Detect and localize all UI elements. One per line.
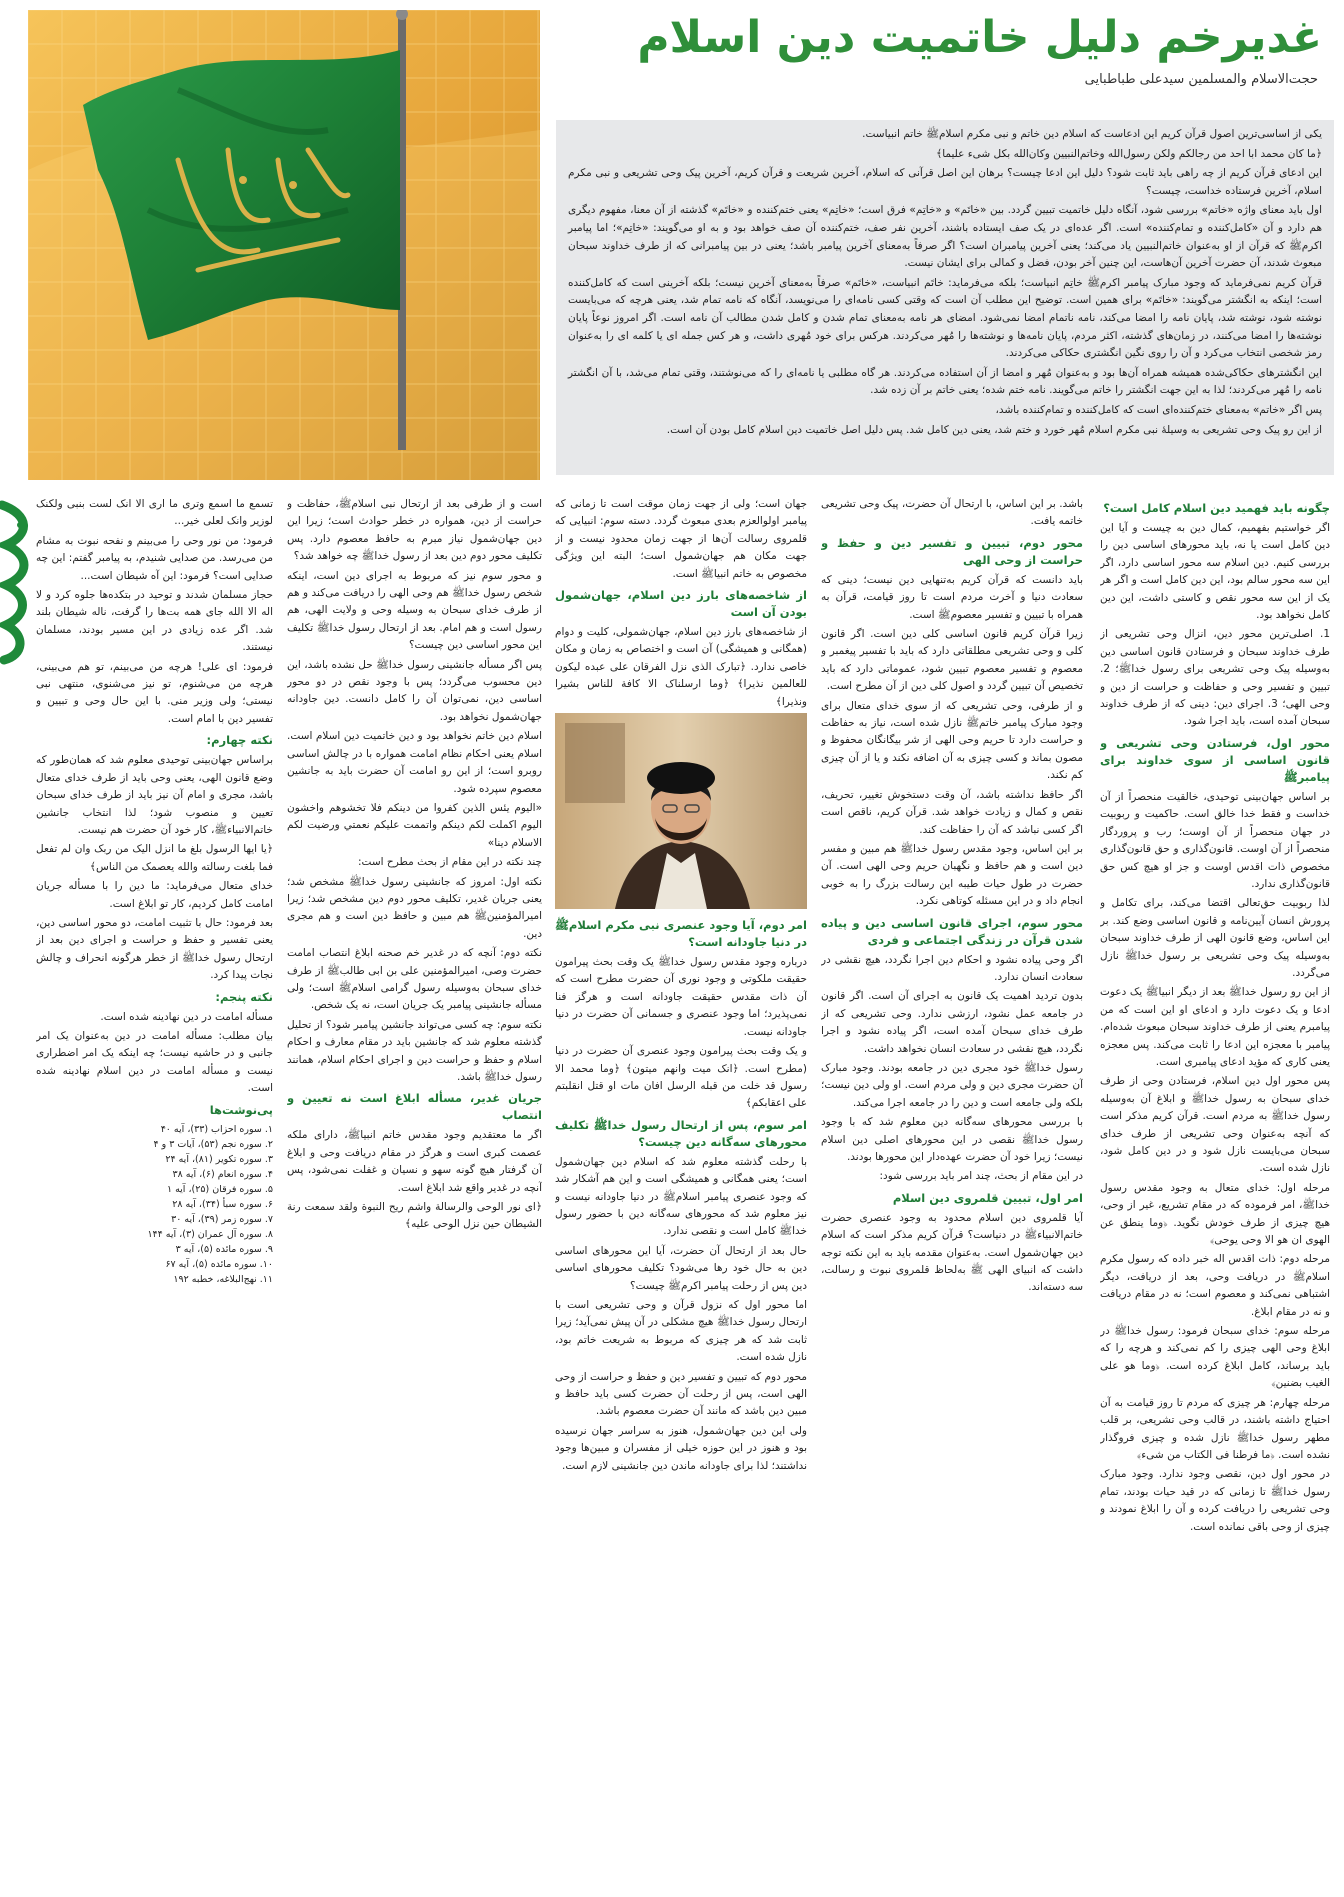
paragraph: اگر حافظ نداشته باشد، آن وقت دستخوش تغییر، تحریف، نقص و کمال و زیادت خواهد شد. قرآن کریم، ناقص است اگر کسی نباشد که آن را حفاظت کند. (821, 788, 1083, 836)
section-heading: جریان غدیر، مسأله ابلاغ است نه تعیین و انتصاب (287, 1091, 542, 1123)
article-column-4 (287, 496, 542, 1891)
paragraph: فرمود: من نور وحی را می‌بینم و نفحه نبوت به مشام من می‌رسد. من صدایی شنیدم، به پیامبر گفتم: این چه صدایی است؟ فرمود: این آه شیطان است... (36, 534, 273, 582)
paragraph: محور دوم که تبیین و تفسیر دین و حفظ و حراست از وحی الهی است، پس از رحلت آن حضرت کسی باید حافظ و مبین دین باشد که مانند آن حضرت معصوم باشد. (555, 1370, 807, 1418)
intro-paragraph: ﴿ما كان محمد ابا احد من رجالكم ولكن رسول‌الله وخاتم‌النبيين وكان‌الله بكل شیء عليما﴾ (936, 147, 1322, 160)
paragraph: براساس جهان‌بینی توحیدی معلوم شد که همان‌طور که وضع قانون الهی، یعنی وحی باید از طرف خدای متعال باشد، مجری و امام آن نیز باید از طرف خدای سبحان تعیین و منصوب شود؛ لذا انتخاب جانشین خاتم‌الانبیاءﷺ، کار خود آن حضرت هم نیست. (36, 754, 273, 836)
paragraph: حجاز مسلمان شدند و توحید در بتکده‌ها جلوه کرد و لا اله الا الله جای همه بت‌ها را گرفت، ناله شیطان بلند شد. اگر عده زیادی در این مسیر بودند، مسلمان نیستند. (36, 589, 273, 654)
quote: ﴿ای نور الوحی والرسالة واشم ریح النبوة ولقد سمعت رنة الشیطان حین نزل الوحی علیه﴾ (287, 1201, 542, 1231)
paragraph: پس اگر مسأله جانشینی رسول خداﷺ حل نشده باشد، این دین محسوب می‌گردد؛ پس با وجود نقص در دو محور اساسی دین، نمی‌توان آن را کامل دانست. دین جاودانه جهان‌شمول نخواهد بود. (287, 658, 542, 723)
paragraph: و محور سوم نیز که مربوط به اجرای دین است، اینکه شخص رسول خداﷺ هم وحی الهی را دریافت می‌کند و هم از طرف خدای سبحان به وسیله وحی و ولایت الهی، هم رسول است و هم امام. بعد از ارتحال رسول خداﷺ تکلیف این محور اساسی دین چیست؟ (287, 569, 542, 652)
reference-item: ۱۰. سوره مائده (۵)، آیه ۶۷ (165, 1258, 273, 1270)
paragraph: حال بعد از ارتحال آن حضرت، آیا این محورهای اساسی دین به حال خود رها می‌شود؟ تکلیف محورهای اساسی دین پس از رحلت پیامبر اکرمﷺ چیست؟ (555, 1244, 807, 1292)
paragraph: درباره وجود مقدس رسول خداﷺ یک وقت بحث پیرامون حقیقت ملکوتی و وجود نوری آن حضرت مطرح است که آن ذات مقدس حقیقت جاودانه است و هرگز فنا نمی‌پذیرد؛ اما وجود عنصری و جسمانی آن حضرت در دنیا جاودانه نیست. (555, 956, 807, 1038)
intro-paragraph: این انگشترهای حکاکی‌شده همیشه همراه آن‌ها بود و به‌عنوان مُهر و امضا از آن استفاده می‌کردند. هر گاه مطلبی یا نامه‌ای را که می‌نوشتند، وقتی تمام می‌شد، با آن انگشتر نامه را مُهر می‌کردند؛ لذا به این جهت انگشتر را خاتم می‌گویند. نامه ختم شده؛ یعنی خاتم بر آن زده شد. (568, 366, 1322, 397)
paragraph: بر اساس جهان‌بینی توحیدی، خالقیت منحصراً از آن خداست و فقط خدا خالق است. حاکمیت و ربوبیت در جهان منحصراً از آن اوست؛ رب و پروردگار منحصراً از آن اوست. قانون‌گذاری و حق قانون‌گذاری مخصوص ذات اقدس اوست و جز او هیچ کس حق قانون‌گذاری ندارد. (1100, 790, 1330, 890)
paragraph: باید دانست که قرآن کریم به‌تنهایی دین نیست؛ دینی که سعادت دنیا و آخرت مردم است تا روز قیامت، قرآن به همراه با تبیین و تفسیر معصومﷺ است. (821, 573, 1083, 621)
section-heading: از شاخصه‌های بارز دین اسلام، جهان‌شمول بودن آن است (555, 588, 807, 620)
intro-paragraph: یکی از اساسی‌ترین اصول قرآن کریم این ادعاست که اسلام دین خاتم و نبی مکرم اسلامﷺ خاتم انبیاست. (862, 128, 1322, 140)
paragraph: مرحله سوم: خدای سبحان فرمود: رسول خداﷺ در ابلاغ وحی الهی چیزی را کم نمی‌کند و هرچه را که باید برساند، کامل ابلاغ کرده است. ﴿وما هو على الغيب بضنين﴾ (1100, 1325, 1330, 1390)
paragraph: خدای متعال می‌فرماید: ما دین را با مسأله جریان امامت کامل کردیم، کار تو ابلاغ است. (36, 880, 273, 910)
author-portrait (555, 713, 807, 909)
paragraph: جهان است؛ ولی از جهت زمان موقت است تا زمانی که پیامبر اولوالعزم بعدی مبعوث گردد. دسته سوم: انبیایی که قلمروی رسالت آن‌ها از جهت زمان محدود نیست و از جهت مکان هم جهان‌شمول است؛ البته این ویژگی مخصوص به خاتم انبیاﷺ است. (555, 498, 807, 580)
reference-item: ۹. سوره مائده (۵)، آیه ۳ (175, 1243, 273, 1255)
ghadir-logo (0, 495, 34, 665)
paragraph: لذا ربوبیت حق‌تعالی اقتضا می‌کند، برای تکامل و پرورش انسان آیین‌نامه و قانون اساسی وضع کند. بر این اساس، وضع قانون الهی از طرف خداوند سبحان به‌وسیله پیک وحی تشریعی بر رسول خداﷺ نازل می‌گردد. (1100, 897, 1330, 979)
paragraph: اسلام دین خاتم نخواهد بود و دین خاتمیت دین اسلام است. اسلام یعنی احکام نظام امامت همواره با در چالش اساسی روبرو است؛ از این رو امامت آن حضرت باید به جانشین معصوم سپرده شود. (287, 730, 542, 795)
reference-item: ۴. سوره انعام (۶)، آیه ۳۸ (172, 1168, 273, 1180)
article-column-1 (1100, 496, 1330, 1891)
intro-paragraph: از این رو پیک وحی تشریعی به وسیلهٔ نبی مکرم اسلام مُهر خورد و ختم شد، یعنی دین کامل شد. پس دلیل اصل خاتمیت دین اسلام کامل بودن آن است. (666, 423, 1322, 436)
section-heading: محور اول، فرستادن وحی تشریعی و قانون اساسی از سوی خداوند برای پیامبرﷺ (1100, 735, 1330, 784)
paragraph: بیان مطلب: مسأله امامت در دین به‌عنوان یک امر جانبی و در حاشیه نیست؛ چه اینکه یک امر اضطراری نیست و مسأله امامت در دین اسلام نهادینه شده است. (36, 1029, 273, 1095)
paragraph: تسمع ما اسمع وتری ما اری الا انک لست بنبی ولکنک لوزیر وانک لعلی خیر... (36, 498, 273, 528)
paragraph: پس محور اول دین اسلام، فرستادن وحی از طرف خدای سبحان به رسول خداﷺ و ابلاغ آن به‌وسیله رسول خداﷺ به مردم است. قرآن کریم مذکر است که آنچه به‌عنوان وحی تشریعی از طرف خدای سبحان می‌بایست نازل شود و در دین کامل شود، نازل شده است. (1100, 1075, 1330, 1175)
reference-item: ۱. سوره احزاب (۳۳)، آیه ۴۰ (160, 1123, 273, 1135)
paragraph: نکته اول: امروز که جانشینی رسول خداﷺ مشخص شد؛ یعنی جریان غدیر، تکلیف محور دوم دین مشخص شد؛ زیرا امیرالمؤمنینﷺ هم مبین و حافظ دین است و هم مجری دین. (287, 875, 542, 940)
references-list (36, 1122, 273, 1287)
reference-item: ۵. سوره فرقان (۲۵)، آیه ۱ (166, 1183, 273, 1195)
paragraph: مرحله دوم: ذات اقدس اله خبر داده که رسول مکرم اسلامﷺ در دریافت وحی، بعد از دریافت، دیگر اشتباهی نمی‌کند و معصوم است؛ نه در مقام دریافت و نه در مقام ابلاغ. (1100, 1253, 1330, 1318)
paragraph: 1. اصلی‌ترین محور دین، انزال وحی تشریعی از طرف خداوند سبحان و فرستادن قانون اساسی دین به‌وسیله پیک وحی تشریعی برای رسول خداﷺ؛ 2. تبیین و تفسیر وحی و حفاظت و حراست از دین و وحی الهی؛ 3. اجرای دین: دینی که از طرف خداوند سبحان آمده است، باید اجرا شود. (1100, 628, 1330, 728)
paragraph: با رحلت گذشته معلوم شد که اسلام دین جهان‌شمول است؛ یعنی همگانی و همیشگی است و این هم آشکار شد که وجود عنصری پیامبر اسلامﷺ در دنیا جاودانه نیست و نیز معلوم شد که محورهای سه‌گانه دین با حضور رسول خداﷺ کامل است و نقصی ندارد. (555, 1155, 807, 1238)
paragraph: چند نکته در این مقام از بحث مطرح است: (358, 856, 542, 869)
paragraph: مرحله اول: خدای متعال به وجود مقدس رسول خداﷺ، امر فرموده که در مقام تشریع، غیر از وحی، هیچ چیزی از طرف خودش نگوید. ﴿وما ينطق عن الهوى ان هو الا وحى يوحى﴾ (1100, 1181, 1330, 1247)
flag-photo (28, 10, 540, 480)
section-heading: چگونه باید فهمید دین اسلام کامل است؟ (1103, 501, 1330, 515)
section-heading: نکته پنجم: (215, 989, 273, 1004)
references-title: پی‌نوشت‌ها (209, 1102, 273, 1117)
intro-paragraph: پس اگر «خاتم» به‌معنای ختم‌کننده‌ای است که کامل‌کننده و تمام‌کننده باشد، (995, 403, 1322, 416)
paragraph: باشد. بر این اساس، با ارتحال آن حضرت، پیک وحی تشریعی خاتمه یافت. (821, 498, 1083, 528)
section-heading: محور دوم، تبیین و تفسیر دین و حفظ و حراست از وحی الهی (821, 535, 1083, 567)
article-column-3 (555, 496, 807, 1891)
intro-box (556, 120, 1334, 475)
paragraph: بر این اساس، وجود مقدس رسول خداﷺ هم مبین و مفسر دین است و هم حافظ و نگهبان حریم وحی الهی است. آن حضرت در طول حیات طیبه این رسالت بزرگ را به خوبی انجام داد و در این مسئله کوتاهی نکرد. (821, 842, 1083, 908)
intro-paragraph: اول باید معنای واژه «خاتم» بررسی شود، آنگاه دلیل خاتمیت تبیین گردد. بین «خاتَم» و «خاتِم» فرق است؛ «خاتِم» یعنی ختم‌کننده و «خاتَم» گذشته از آن معنا، مفهوم دیگری هم دارد و آن «کامل‌کننده و تمام‌کننده» است. اگر عده‌ای در یک صف ایستاده باشند، آخرین نفر صف، ختم‌کننده آن صف خواهد بود و به او می‌گویند: «خاتِم»؛ اما پیامبر اکرمﷺ که قرآن از او به‌عنوان خاتم‌النبیین یاد می‌کند؛ یعنی آخرین پیامبران است؟ اگر صرفاً به‌معنای آخرین پیامبر باشد؛ یعنی در بین پیامبرانی که از طرف خداوند سبحان مبعوث شدند، آن حضرت آخرین آن‌هاست، این چنین آخر بودن، فضل و کمالی برای ایشان نیست. (568, 204, 1322, 270)
section-heading: امر سوم، پس از ارتحال رسول خداﷺ تکلیف محورهای سه‌گانه دین چیست؟ (555, 1117, 807, 1149)
paragraph: بدون تردید اهمیت یک قانون به اجرای آن است. اگر قانون در جامعه عمل نشود، ارزشی ندارد. وحی تشریعی که از طرف خدای سبحان آمده است، اگر پیاده نشود و اجرا نگردد، هیچ نقشی در سعادت انسان نخواهد داشت. (821, 990, 1083, 1055)
paragraph: اگر وحی پیاده نشود و احکام دین اجرا نگردد، هیچ نقشی در سعادت انسان ندارد. (821, 953, 1083, 983)
paragraph: نکته دوم: آنچه که در غدیر خم صحنه ابلاغ انتصاب امامت حضرت وصی، امیرالمؤمنین علی بن ابی طالبﷺ از طرف خدای سبحان به‌وسیله رسول گرامی اسلامﷺ است؛ ولی مسأله جانشینی پیامبر یک جریان است، نه یک شخص. (287, 947, 542, 1012)
paragraph: و یک وقت بحث پیرامون وجود عنصری آن حضرت در دنیا (مطرح است. ﴿انک میت وانهم میتون﴾ ﴿وما محمد الا رسول قد خلت من قبله الرسل افان مات او قتل انقلبتم علی اعقابکم﴾ (555, 1045, 807, 1110)
paragraph: مرحله چهارم: هر چیزی که مردم تا روز قیامت به آن احتیاج داشته باشند، در قالب وحی تشریعی، بر قلب مطهر رسول خداﷺ نازل شده و چیزی فروگذار نشده است. ﴿ما فرطنا فی الکتاب من شیء﴾ (1100, 1396, 1330, 1461)
paragraph: فرمود: ای علی! هرچه من می‌بینم، تو هم می‌بینی، هرچه من می‌شنوم، تو نیز می‌شنوی، منتهی نبی نیستی؛ ولی وزیر منی. با این حال وحی و تبیین و تفسیر دین با امام است. (36, 660, 273, 725)
quote: ﴿یا ایها الرسول بلغ ما انزل الیک من ربک وان لم تفعل فما بلغت رسالته والله یعصمک من الناس﴾ (36, 843, 273, 873)
paragraph: رسول خداﷺ خود مجری دین در جامعه بودند. وجود مبارک آن حضرت مجری دین و ولی مردم است. او ولی دین نیست؛ بلکه ولی جامعه است و دین را در جامعه اجرا می‌کند. (821, 1061, 1083, 1109)
paragraph: از شاخصه‌های بارز دین اسلام، جهان‌شمولی، کلیت و دوام (همگانی و همیشگی) آن است و اختصاص به زمان و مکان خاصی ندارد. ﴿تبارک الذی نزل الفرقان علی عبده لیکون للعالمین نذیرا﴾ ﴿وما ارسلناک الا کافة للناس بشیرا ونذیرا﴾ (555, 626, 807, 708)
section-heading: امر دوم، آیا وجود عنصری نبی مکرم اسلامﷺ در دنیا جاودانه است؟ (555, 918, 807, 950)
reference-item: ۳. سوره تکویر (۸۱)، آیه ۲۴ (165, 1153, 273, 1165)
article-column-2 (821, 496, 1083, 1891)
paragraph: آیا قلمروی دین اسلام محدود به وجود عنصری حضرت خاتم‌الانبیاءﷺ در دنیاست؟ قرآن کریم مذکر است که اسلام دین جهان‌شمول است. به‌عنوان مقدمه باید به این نکته توجه داشت که انبیای الهی ﷺ به‌لحاظ قلمروی نبوت و رسالت، سه دسته‌اند. (821, 1211, 1083, 1294)
paragraph: بعد فرمود: حال با تثبیت امامت، دو محور اساسی دین، یعنی تفسیر و حفظ و حراست و اجرای دین بعد از ارتحال رسول خداﷺ از خطر هرگونه انحراف و چالش نجات پیدا کرد. (36, 916, 273, 982)
paragraph: اگر خواستیم بفهمیم، کمال دین به چیست و آیا این دین کامل است یا نه، باید محورهای اساسی دین را بررسی کنیم. دین اسلام سه محور اساسی دارد، اگر این سه محور سالم بود، این دین کامل است و اگر هر یک از این سه محور نقص و کاستی داشت، این دین کامل نخواهد بود. (1100, 522, 1330, 622)
reference-item: ۱۱. نهج‌البلاغه، خطبه ۱۹۲ (173, 1273, 273, 1285)
section-heading: محور سوم، اجرای قانون اساسی دین و پیاده شدن قرآن در زندگی اجتماعی و فردی (821, 915, 1083, 947)
quote: «اليوم يئس الذين كفروا من دينكم فلا تخشوهم واخشون اليوم اكملت لكم دينكم واتممت عليكم نعمتي ورضيت لكم الاسلام دينا» (287, 801, 542, 849)
section-heading: امر اول، تبیین قلمروی دین اسلام (892, 1190, 1083, 1205)
article-column-5 (36, 496, 273, 1891)
paragraph: مسأله امامت در دین نهادینه شده است. (100, 1010, 273, 1023)
headline: غدیرخم دلیل خاتمیت دین اسلام (637, 12, 1322, 63)
section-heading: نکته چهارم: (206, 733, 273, 748)
reference-item: ۲. سوره نجم (۵۳)، آیات ۳ و ۴ (153, 1138, 273, 1150)
reference-item: ۸. سوره آل عمران (۳)، آیه ۱۴۴ (147, 1228, 273, 1240)
byline: حجت‌الاسلام والمسلمین سیدعلی طباطبایی (1084, 72, 1318, 87)
paragraph: نکته سوم: چه کسی می‌تواند جانشین پیامبر شود؟ از تحلیل گذشته معلوم شد که جانشین باید در مقام معارف و احکام اسلام و حفظ و حراست دین و اجرای احکام اسلام، همانند رسول خداﷺ باشد. (287, 1018, 542, 1083)
reference-item: ۶. سوره سبأ (۳۴)، آیه ۲۸ (172, 1198, 273, 1210)
paragraph: اگر ما معتقدیم وجود مقدس خاتم انبیاﷺ، دارای ملکه عصمت کبری است و هرگز در مقام دریافت وحی و ابلاغ آن گرفتار هیچ گونه سهو و نسیان و غفلت نمی‌شود، پس آنچه در غدیر واقع شد ابلاغ است. (287, 1129, 542, 1194)
paragraph: در محور اول دین، نقصی وجود ندارد. وجود مبارک رسول خداﷺ تا زمانی که در قید حیات بودند، تمام وحی تشریعی را دریافت کرده و آن را ابلاغ نمودند و چیزی از وحی باقی نمانده است. (1100, 1468, 1330, 1533)
paragraph: و از طرفی، وحی تشریعی که از سوی خدای متعال برای وجود مبارک پیامبر خاتمﷺ نازل شده است، نیاز به حفاظت و حراست دارد تا حریم وحی الهی از شر بیگانگان محفوظ و مصون بماند و کسی چیزی به آن اضافه نکند و یا از آن چیزی کم نکند. (821, 699, 1083, 782)
paragraph: اما محور اول که نزول قرآن و وحی تشریعی است با ارتحال رسول خداﷺ هیچ مشکلی در آن پیش نمی‌آید؛ زیرا ثابت شد که هر چیزی که مربوط به شریعت خاتم بود، نازل شده است. (555, 1298, 807, 1364)
reference-item: ۷. سوره زمر (۳۹)، آیه ۳۰ (171, 1213, 273, 1225)
intro-paragraph: این ادعای قرآن کریم از چه راهی باید ثابت شود؟ دلیل این ادعا چیست؟ برهان این اصل قرآنی که اسلام، آخرین شریعت و قرآن کریم، آخرین پیک وحی تشریعی و نبی مکرم اسلام، آخرین فرستاده خداست، چیست؟ (568, 167, 1322, 197)
intro-paragraph: قرآن کریم نمی‌فرماید که وجود مبارک پیامبر اکرمﷺ خاتِم انبیاست؛ بلکه می‌فرماید: خاتَم انبیاست، «خاتَم» صرفاً به‌معنای آخرین نیست؛ بلکه آخرینی است که کامل‌کننده است؛ اینکه به انگشتر می‌گویند: «خاتَم» برای همین است. توضیح این مطلب آن است که وقتی کسی نامه‌ای را می‌نویسد، آنگاه که نامه تمام شد، یعنی هرچه که می‌بایست نوشته شود، نوشته شد، پایان نامه را امضا می‌کند، نامه ناتمام امضا نمی‌شود. امضای هر نامه به‌معنای تمام شدن و کامل شدن مطالب آن نامه است. اگر امروز نوعاً پایان نوشته‌ها را امضا می‌کنند، در زمان‌های گذشته، اکثر مردم، پایان نامه‌ها و نوشته‌ها را مُهر می‌کردند. هرکس برای خود مُهری داشت، و هر کس جمله ای یا کلمه ای را به‌عنوان رمز شخصی انتخاب می‌کرد و آن را روی نگین انگشتری حکاکی می‌کردند. (568, 276, 1322, 360)
paragraph: با بررسی محورهای سه‌گانه دین معلوم شد که با وجود رسول خداﷺ نقصی در این محورهای اصلی دین اسلام نیست؛ زیرا خود آن حضرت عهده‌دار این محورها بودند. (821, 1116, 1083, 1163)
paragraph: ولی این دین جهان‌شمول، هنوز به سراسر جهان نرسیده بود و هنوز در این حوزه خیلی از مفسران و مبین‌ها وجود نداشتند؛ لذا برای جاودانه ماندن دین جانشینی لازم است. (555, 1424, 807, 1472)
paragraph: در این مقام از بحث، چند امر باید بررسی شود: (879, 1170, 1083, 1183)
paragraph: از این رو رسول خداﷺ بعد از دیگر انبیاﷺ یک دعوت ادعا و یک دعوت دارد و ادعای او این است که من پیامبرم یعنی از طرف خداوند سبحان مبعوث شده‌ام. پیامبر با معجزه این ادعا را ثابت می‌کند. پس معجزه یعنی کاری که مؤید ادعای پیامبری است. (1100, 986, 1330, 1068)
paragraph: است و از طرفی بعد از ارتحال نبی اسلامﷺ، حفاظت و حراست از دین، همواره در خطر حوادث است؛ زیرا این دین جهان‌شمول نیاز مبرم به حافظ معصوم دارد. پس تکلیف محور دوم دین بعد از رسول خداﷺ چه خواهد شد؟ (287, 498, 542, 563)
paragraph: زیرا قرآن کریم قانون اساسی کلی دین است. اگر قانون کلی و وحی تشریعی مطلقاتی دارد که باید با تفسیر پیغمبر و معصوم و تفسیر معصوم تبیین شود، عموماتی دارد که باید تخصیص آن تبیین گردد و اصول کلی دین از آن مطرح است. (821, 628, 1083, 693)
